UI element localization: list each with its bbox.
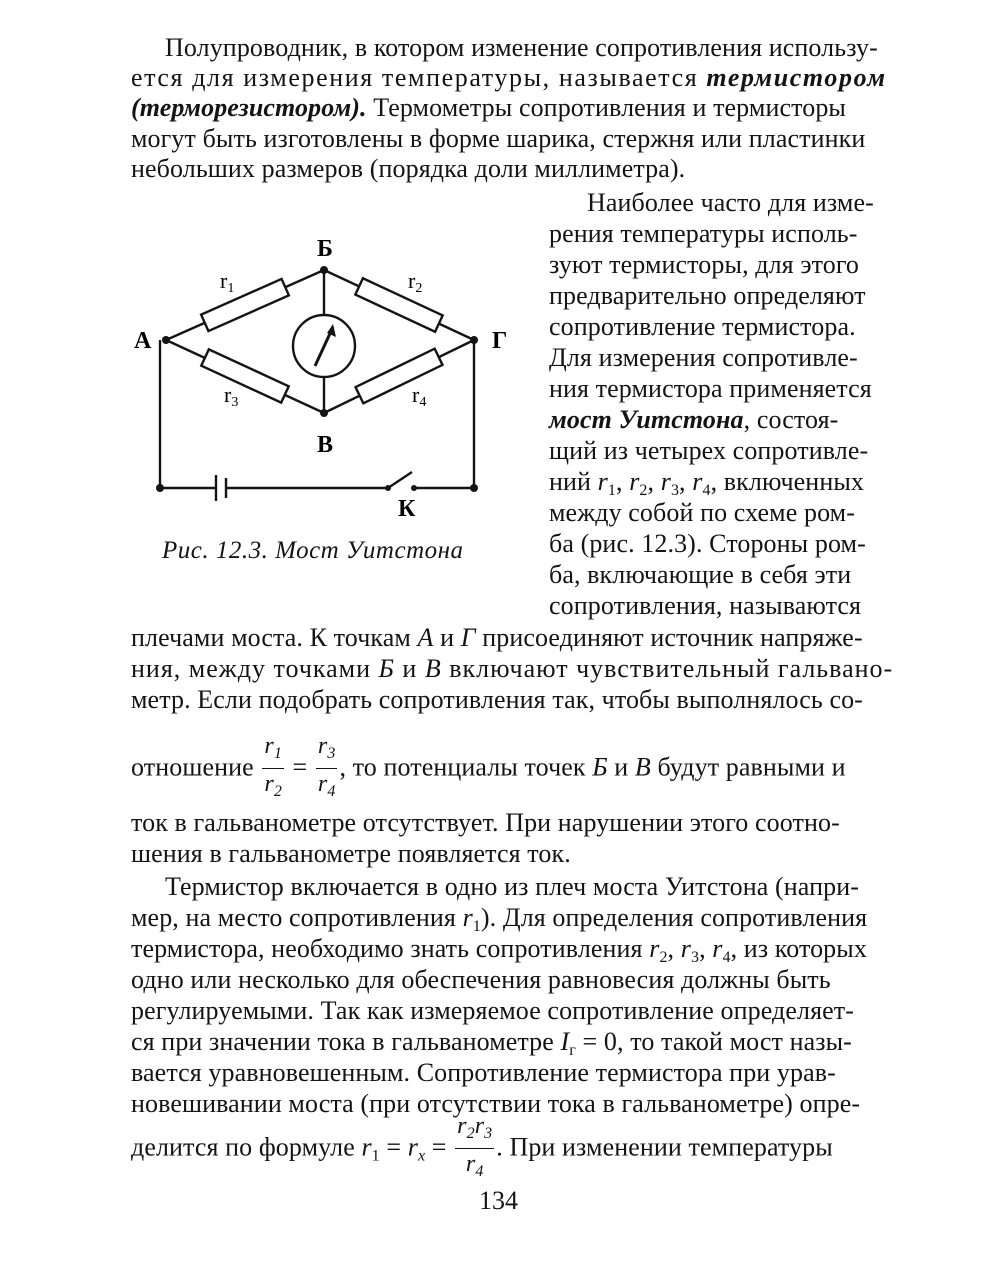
text-line: ба, включающие в себя эти bbox=[549, 560, 852, 589]
text-line: могут быть изготовлены в форме шарика, стержня или пластинки bbox=[131, 124, 866, 153]
text-line: мер, на место сопротивления $r_1$). Для определения сопротивления bbox=[131, 903, 868, 935]
text-line: новешивании моста (при отсутствии тока в гальванометре) опре- bbox=[131, 1089, 861, 1118]
label-node-v: В bbox=[317, 432, 334, 458]
figure-caption: Рис. 12.3. Мост Уитстона bbox=[162, 537, 464, 564]
resistor-r4 bbox=[355, 349, 442, 404]
text-line: Для измерения сопротивле- bbox=[549, 343, 858, 372]
text-line: щий из четырех сопротивле- bbox=[549, 436, 869, 465]
node-b-dot bbox=[320, 266, 328, 274]
term-thermistor: термистором bbox=[706, 63, 887, 92]
text-line: плечами моста. К точкам А и Г присоединяют источник напряже- bbox=[131, 623, 863, 652]
label-r3: r3 bbox=[224, 382, 239, 410]
label-node-g: Г bbox=[492, 328, 508, 354]
label-r1: r1 bbox=[220, 268, 235, 296]
text-line: ния, между точками Б и В включают чувствительный гальвано- bbox=[131, 654, 894, 683]
wheatstone-bridge-diagram bbox=[120, 230, 530, 530]
switch-lever bbox=[388, 472, 412, 488]
text-line: зуют термисторы, для этого bbox=[549, 250, 860, 279]
term-thermoresistor: (терморезистором). bbox=[131, 93, 367, 122]
text-line: ток в гальванометре отсутствует. При нарушении этого соотно- bbox=[131, 808, 840, 837]
text-line: ся при значении тока в гальванометре $I_г = 0$, то такой мост назы- bbox=[131, 1027, 852, 1059]
text-line: метр. Если подобрать сопротивления так, чтобы выполнялось со- bbox=[131, 685, 863, 714]
label-r4: r4 bbox=[412, 382, 427, 410]
text-line: рения температуры исполь- bbox=[549, 219, 858, 248]
fraction-r1-r2: $\frac{r_1}{r_2}$ bbox=[264, 733, 282, 800]
corner-dot bbox=[156, 484, 164, 492]
node-g-dot bbox=[470, 336, 478, 344]
label-node-a: А bbox=[134, 328, 152, 354]
text-line: вается уравновешенным. Сопротивление термистора при урав- bbox=[131, 1058, 836, 1087]
text-line: между собой по схеме ром- bbox=[549, 498, 855, 527]
resistor-r1 bbox=[201, 279, 289, 331]
term-wheatstone-bridge: мост Уитстона bbox=[549, 405, 744, 434]
text-line: Полупроводник, в котором изменение сопротивления использу- bbox=[165, 33, 878, 62]
text-line: Термистор включается в одно из плеч моста Уитстона (напри- bbox=[165, 872, 859, 901]
text-line: предварительно определяют bbox=[549, 281, 866, 310]
fraction-r2r3-r4: $\frac{r_2r_3}{r_4}$ bbox=[457, 1113, 493, 1180]
switch-contact bbox=[411, 485, 417, 491]
text-line: сопротивления, называются bbox=[549, 591, 862, 620]
text-line: сопротивление термистора. bbox=[549, 312, 856, 341]
fraction-r3-r4: $\frac{r_3}{r_4}$ bbox=[317, 733, 336, 800]
text-line: ния термистора применяется bbox=[549, 374, 872, 403]
ratio-line: отношение $\frac{r_1}{r_2}$ = $\frac{r_3}{r_4}$ , то потенциалы точек Б и В будут равными и bbox=[131, 732, 846, 800]
text-line: ется для измерения температуры, называется термистором bbox=[131, 63, 887, 92]
label-switch-k: К bbox=[398, 496, 416, 522]
text-line: термистора, необходимо знать сопротивления $r_2$, $r_3$, $r_4$, из которых bbox=[131, 934, 867, 966]
text-line: одно или несколько для обеспечения равновесия должны быть bbox=[131, 965, 831, 994]
node-v-dot bbox=[320, 409, 328, 417]
label-r2: r2 bbox=[408, 268, 423, 296]
text-line: мост Уитстона, состоя- bbox=[549, 405, 839, 434]
text-line: шения в гальванометре появляется ток. bbox=[131, 839, 571, 868]
resistor-r2 bbox=[355, 278, 442, 332]
switch-contact bbox=[385, 485, 391, 491]
text-line: ба (рис. 12.3). Стороны ром- bbox=[549, 529, 866, 558]
text-line: небольших размеров (порядка доли миллиметра). bbox=[131, 154, 686, 183]
text-line: регулируемыми. Так как измеряемое сопротивление определяет- bbox=[131, 996, 855, 1025]
corner-dot bbox=[470, 484, 478, 492]
text-line: Наиболее часто для изме- bbox=[587, 188, 874, 217]
node-a-dot bbox=[162, 336, 170, 344]
formula-line: делится по формуле $r_1 = r_x$ = $\frac{r_2r_3}{r_4}$ . При изменении температуры bbox=[131, 1112, 833, 1180]
resistor-r3 bbox=[201, 349, 288, 402]
text-line: (терморезистором). Термометры сопротивления и термисторы bbox=[131, 93, 846, 122]
page-number: 134 bbox=[479, 1186, 518, 1215]
text-line: ний $r_1$, $r_2$, $r_3$, $r_4$, включенных bbox=[549, 467, 865, 499]
label-node-b: Б bbox=[317, 236, 333, 262]
